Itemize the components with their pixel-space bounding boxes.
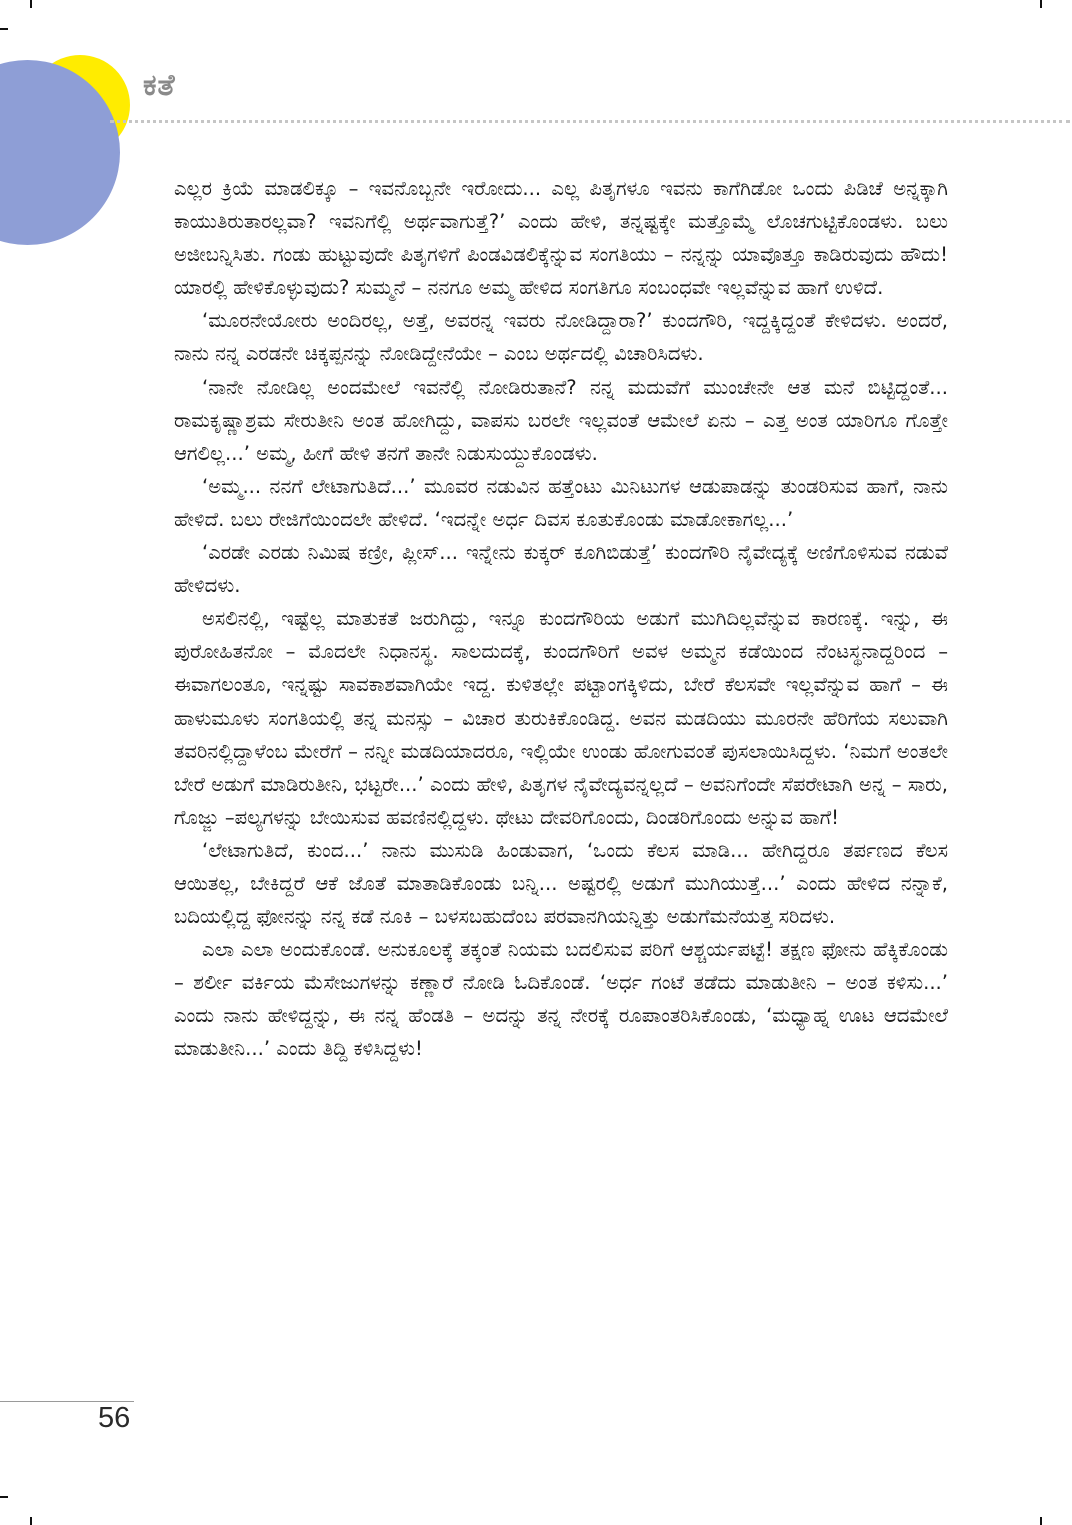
crop-mark-bottom-right <box>1040 1517 1042 1525</box>
section-title: ಕತೆ <box>143 68 176 103</box>
paragraph-6: ಅಸಲಿನಲ್ಲಿ, ಇಷ್ಟೆಲ್ಲ ಮಾತುಕತೆ ಜರುಗಿದ್ದು, ಇನ್ನೂ ಕುಂದಗೌರಿಯ ಅಡುಗೆ ಮುಗಿದಿಲ್ಲವೆನ್ನುವ ಕಾರಣಕ್ಕೆ. ಇನ್ನು, ಈ ಪುರೋಹಿತನೋ – ಮೊದಲೇ ನಿಧಾನಸ್ಥ. ಸಾಲದುದಕ್ಕೆ, ಕುಂದಗೌರಿಗೆ ಅವಳ ಅಮ್ಮನ ಕಡೆಯಿಂದ ನೆಂಟಸ್ಥನಾದ್ದರಿಂದ – ಈವಾಗಲಂತೂ, ಇನ್ನಷ್ಟು ಸಾವಕಾಶವಾಗಿಯೇ ಇದ್ದ. ಕುಳಿತಲ್ಲೇ ಪಟ್ಟಾಂಗಕ್ಕಿಳಿದು, ಬೇರೆ ಕೆಲಸವೇ ಇಲ್ಲವೆನ್ನುವ ಹಾಗೆ – ಈ ಹಾಳುಮೂಳು ಸಂಗತಿಯಲ್ಲಿ ತನ್ನ ಮನಸ್ಸು – ವಿಚಾರ ತುರುಕಿಕೊಂಡಿದ್ದ. ಅವನ ಮಡದಿಯು ಮೂರನೇ ಹೆರಿಗೆಯ ಸಲುವಾಗಿ ತವರಿನಲ್ಲಿದ್ದಾಳೆಂಬ ಮೇರೆಗೆ – ನನ್ನೀ ಮಡದಿಯಾದರೂ, ಇಲ್ಲಿಯೇ ಉಂಡು ಹೋಗುವಂತೆ ಪುಸಲಾಯಿಸಿದ್ದಳು. ‘ನಿಮಗೆ ಅಂತಲೇ ಬೇರೆ ಅಡುಗೆ ಮಾಡಿರುತೀನಿ, ಭಟ್ಟರೇ...’ ಎಂದು ಹೇಳಿ, ಪಿತೃಗಳ ನೈವೇದ್ಯವನ್ನಲ್ಲದೆ – ಅವನಿಗೆಂದೇ ಸೆಪರೇಟಾಗಿ ಅನ್ನ – ಸಾರು, ಗೊಜ್ಜು –ಪಲ್ಯಗಳನ್ನು ಬೇಯಿಸುವ ಹವಣಿನಲ್ಲಿದ್ದಳು. ಥೇಟು ದೇವರಿಗೊಂದು, ದಿಂಡರಿಗೊಂದು ಅನ್ನುವ ಹಾಗೆ! <box>174 607 948 829</box>
paragraph-3: ‘ನಾನೇ ನೋಡಿಲ್ಲ ಅಂದಮೇಲೆ ಇವನೆಲ್ಲಿ ನೋಡಿರುತಾನೆ? ನನ್ನ ಮದುವೆಗೆ ಮುಂಚೇನೇ ಆತ ಮನೆ ಬಿಟ್ಟಿದ್ದಂತೆ... ರಾಮಕೃಷ್ಣಾಶ್ರಮ ಸೇರುತೀನಿ ಅಂತ ಹೋಗಿದ್ದು, ವಾಪಸು ಬರಲೇ ಇಲ್ಲವಂತೆ ಆಮೇಲೆ ಏನು – ಎತ್ತ ಅಂತ ಯಾರಿಗೂ ಗೊತ್ತೇ ಆಗಲಿಲ್ಲ...’ ಅಮ್ಮ, ಹೀಗೆ ಹೇಳಿ ತನಗೆ ತಾನೇ ನಿಡುಸುಯ್ದುಕೊಂಡಳು. <box>174 375 948 465</box>
story-body <box>174 172 948 1066</box>
page-number: 56 <box>98 1402 131 1434</box>
header-dotted-rule <box>110 120 1070 123</box>
crop-mark-top-left-side <box>0 28 8 30</box>
crop-mark-top-left <box>30 0 32 8</box>
crop-mark-bottom-left <box>30 1517 32 1525</box>
paragraph-7: ‘ಲೇಟಾಗುತಿದೆ, ಕುಂದ...’ ನಾನು ಮುಸುಡಿ ಹಿಂಡುವಾಗ, ‘ಒಂದು ಕೆಲಸ ಮಾಡಿ... ಹೇಗಿದ್ದರೂ ತರ್ಪಣದ ಕೆಲಸ ಆಯಿತಲ್ಲ, ಬೇಕಿದ್ದರೆ ಆಕೆ ಜೊತೆ ಮಾತಾಡಿಕೊಂಡು ಬನ್ನಿ... ಅಷ್ಟರಲ್ಲಿ ಅಡುಗೆ ಮುಗಿಯುತ್ತೆ...’ ಎಂದು ಹೇಳಿದ ನನ್ನಾಕೆ, ಬದಿಯಲ್ಲಿದ್ದ ಫೋನನ್ನು ನನ್ನ ಕಡೆ ನೂಕಿ – ಬಳಸಬಹುದೆಂಬ ಪರವಾನಗಿಯನ್ನಿತ್ತು ಅಡುಗೆಮನೆಯತ್ತ ಸರಿದಳು. <box>174 838 948 929</box>
crop-mark-top-right <box>1040 0 1042 8</box>
paragraph-4: ‘ಅಮ್ಮ... ನನಗೆ ಲೇಟಾಗುತಿದೆ...’ ಮೂವರ ನಡುವಿನ ಹತ್ತೆಂಟು ಮಿನಿಟುಗಳ ಆಡುಪಾಡನ್ನು ತುಂಡರಿಸುವ ಹಾಗೆ, ನಾನು ಹೇಳಿದೆ. ಬಲು ರೇಜಿಗೆಯಿಂದಲೇ ಹೇಳಿದೆ. ‘ಇದನ್ನೇ ಅರ್ಧ ದಿವಸ ಕೂತುಕೊಂಡು ಮಾಡೋಕಾಗಲ್ಲ...’ <box>174 474 948 531</box>
paragraph-2: ‘ಮೂರನೇಯೋರು ಅಂದಿರಲ್ಲ, ಅತ್ತೆ, ಅವರನ್ನ ಇವರು ನೋಡಿದ್ದಾರಾ?’ ಕುಂದಗೌರಿ, ಇದ್ದಕ್ಕಿದ್ದಂತೆ ಕೇಳಿದಳು. ಅಂದರೆ, ನಾನು ನನ್ನ ಎರಡನೇ ಚಿಕ್ಕಪ್ಪನನ್ನು ನೋಡಿದ್ದೇನೆಯೇ – ಎಂಬ ಅರ್ಥದಲ್ಲಿ ವಿಚಾರಿಸಿದಳು. <box>174 309 948 366</box>
crop-mark-bottom-left-side <box>0 1496 8 1498</box>
paragraph-8: ಎಲಾ ಎಲಾ ಅಂದುಕೊಂಡೆ. ಅನುಕೂಲಕ್ಕೆ ತಕ್ಕಂತೆ ನಿಯಮ ಬದಲಿಸುವ ಪರಿಗೆ ಆಶ್ಚರ್ಯಪಟ್ಟೆ! ತಕ್ಷಣ ಫೋನು ಹೆಕ್ಕಿಕೊಂಡು – ಶರ್ಲೀ ವರ್ಕಿಯ ಮೆಸೇಜುಗಳನ್ನು ಕಣ್ಣಾರೆ ನೋಡಿ ಓದಿಕೊಂಡೆ. ‘ಅರ್ಧ ಗಂಟೆ ತಡೆದು ಮಾಡುತೀನಿ – ಅಂತ ಕಳಿಸು...’ ಎಂದು ನಾನು ಹೇಳಿದ್ದನ್ನು, ಈ ನನ್ನ ಹೆಂಡತಿ – ಅದನ್ನು ತನ್ನ ನೇರಕ್ಕೆ ರೂಪಾಂತರಿಸಿಕೊಂಡು, ‘ಮಧ್ಯಾಹ್ನ ಊಟ ಆದಮೇಲೆ ಮಾಡುತೀನಿ...’ ಎಂದು ತಿದ್ದಿ ಕಳಿಸಿದ್ದಳು! <box>174 938 948 1061</box>
paragraph-5: ‘ಎರಡೇ ಎರಡು ನಿಮಿಷ ಕಣ್ರೀ, ಪ್ಲೀಸ್... ಇನ್ನೇನು ಕುಕ್ಕರ್ ಕೂಗಿಬಿಡುತ್ತೆ’ ಕುಂದಗೌರಿ ನೈವೇದ್ಯಕ್ಕೆ ಅಣಿಗೊಳಿಸುವ ನಡುವೆ ಹೇಳಿದಳು. <box>174 541 948 598</box>
paragraph-1: ಎಲ್ಲರ ಕ್ರಿಯೆ ಮಾಡಲಿಕ್ಕೂ – ಇವನೊಬ್ಬನೇ ಇರೋದು... ಎಲ್ಲ ಪಿತೃಗಳೂ ಇವನು ಕಾಗೆಗಿಡೋ ಒಂದು ಪಿಡಿಚೆ ಅನ್ನಕ್ಕಾಗಿ ಕಾಯುತಿರುತಾರಲ್ಲವಾ? ಇವನಿಗೆಲ್ಲಿ ಅರ್ಥವಾಗುತ್ತೆ?’ ಎಂದು ಹೇಳಿ, ತನ್ನಷ್ಟಕ್ಕೇ ಮತ್ತೊಮ್ಮೆ ಲೊಚಗುಟ್ಟಿಕೊಂಡಳು. ಬಲು ಅಜೀಬನ್ನಿಸಿತು. ಗಂಡು ಹುಟ್ಟುವುದೇ ಪಿತೃಗಳಿಗೆ ಪಿಂಡವಿಡಲಿಕ್ಕೆನ್ನುವ ಸಂಗತಿಯು – ನನ್ನನ್ನು ಯಾವೊತ್ತೂ ಕಾಡಿರುವುದು ಹೌದು! ಯಾರಲ್ಲಿ ಹೇಳಿಕೊಳ್ಳುವುದು? ಸುಮ್ಮನೆ – ನನಗೂ ಅಮ್ಮ ಹೇಳಿದ ಸಂಗತಿಗೂ ಸಂಬಂಧವೇ ಇಲ್ಲವೆನ್ನುವ ಹಾಗೆ ಉಳಿದೆ. <box>174 177 948 300</box>
